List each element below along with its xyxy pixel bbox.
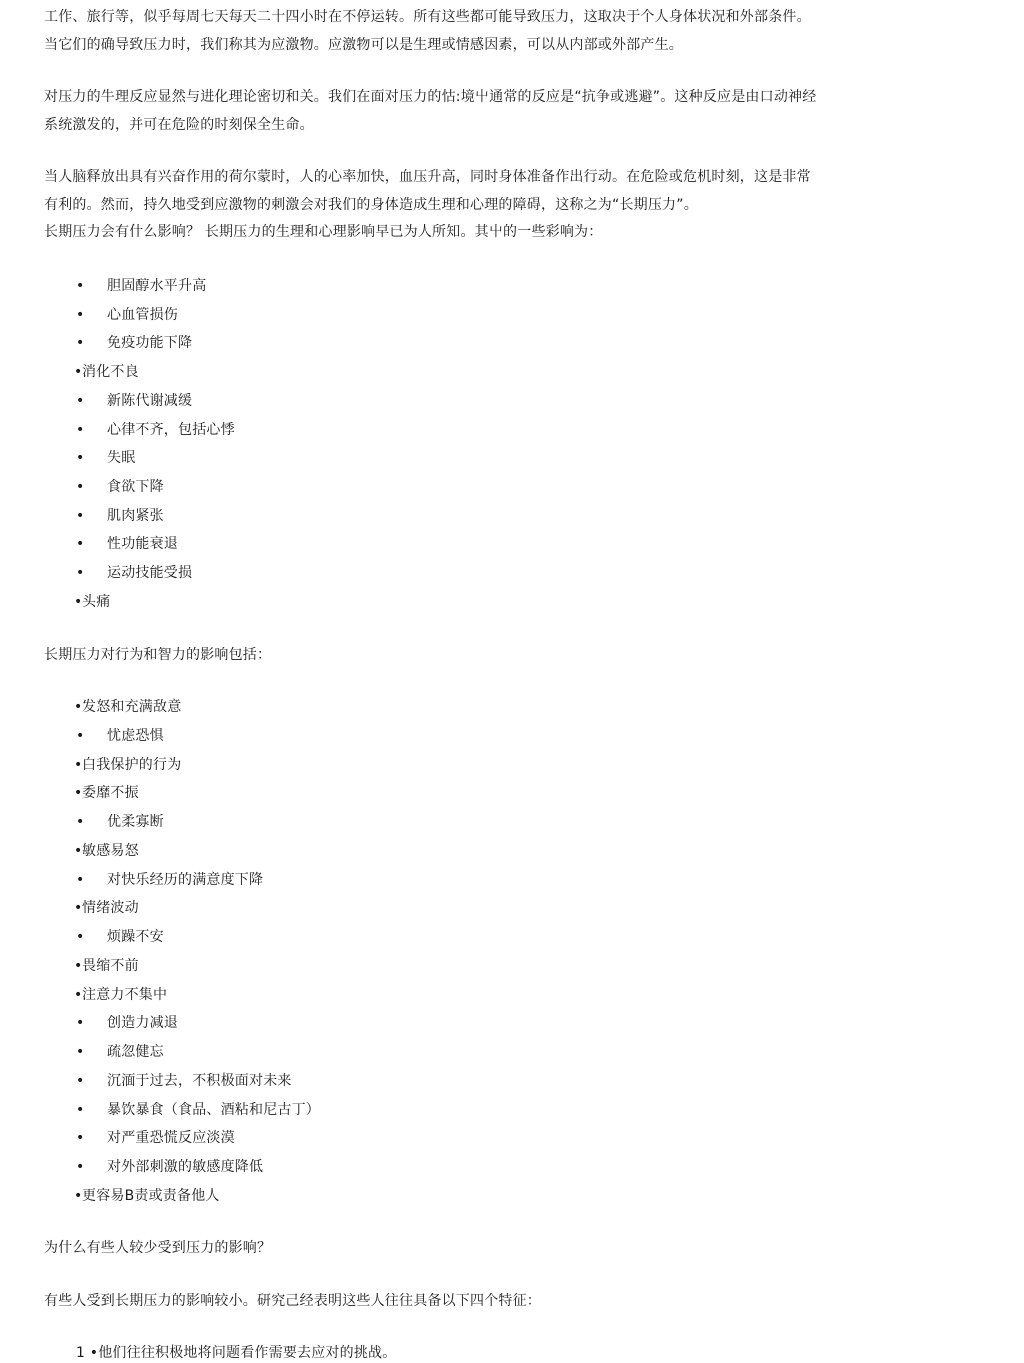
list-item [76, 1129, 235, 1147]
list-item-text: 暴饮暴食（食品、酒粘和尼古丁） [107, 1101, 320, 1118]
list-item [74, 1187, 220, 1205]
bullet-marker: • [76, 1072, 85, 1089]
bullet-marker: • [74, 364, 83, 381]
list-item [74, 756, 181, 774]
list-item-text: 委靡不振 [82, 785, 139, 802]
list-item [76, 478, 164, 496]
list-item [76, 1014, 178, 1032]
list-item [76, 507, 164, 525]
trait-item [76, 1344, 396, 1362]
bullet-marker: • [74, 900, 83, 917]
list-item [76, 277, 206, 295]
list-item [76, 813, 164, 831]
list-item-text: 肌肉紧张 [107, 507, 164, 524]
bullet-marker: • [76, 1130, 85, 1147]
bullet-marker: • [76, 727, 85, 744]
bullet-marker: • [76, 478, 85, 495]
list-item-text: 心血管损伤 [107, 306, 178, 323]
bullet-marker: • [76, 335, 85, 352]
list-item-text: 烦躁不安 [107, 929, 164, 945]
paragraph-line: 系统激发的，并可在危险的时刻保全生命。 [44, 117, 314, 133]
list-item [76, 1072, 292, 1090]
list-item-text: 白我保护的行为 [82, 756, 182, 773]
list-item-text: 情绪波动 [82, 900, 139, 917]
paragraph-line: 当它们的确导致压力时，我们称其为应激物。应激物可以是生理或情感因素，可以从内部或外部产生。 [44, 37, 683, 53]
bullet-marker: • [74, 785, 83, 802]
bullet-marker: • [74, 986, 83, 1003]
list-item [76, 1043, 164, 1061]
bullet-marker: • [76, 306, 85, 323]
bullet-marker: • [74, 699, 83, 715]
bullet-marker: • [74, 842, 83, 859]
bullet-marker: • [76, 421, 85, 438]
list-item-text: 胆固醇水平升高 [107, 278, 207, 294]
list-item-text: 发怒和充满敌意 [82, 699, 182, 715]
list-item-text: 新陈代谢减缓 [107, 392, 193, 409]
list-item [76, 449, 135, 467]
question-heading: 为什么有些人较少受到压力的影响？ [44, 1240, 272, 1256]
list-item-text: 免疫功能下降 [107, 335, 193, 352]
list-item [76, 1101, 320, 1119]
trait-text: 他们往往积极地将问题看作需要去应对的挑战。 [98, 1345, 397, 1361]
bullet-marker: • [76, 1044, 85, 1060]
list-item [76, 928, 164, 946]
bullet-marker: • [76, 1159, 85, 1175]
trait-number: 1 • [76, 1345, 99, 1361]
bullet-marker: • [74, 957, 83, 974]
list-item-text: 对严重恐慌反应淡漠 [107, 1130, 235, 1147]
paragraph-line: 有利的。然而，持久地受到应激物的刺激会对我们的身体造成生理和心理的障碍，这称之为“长期压力”。 [44, 197, 698, 213]
bullet-marker: • [76, 536, 85, 553]
list-item-text: 心律不齐，包括心悸 [107, 421, 235, 438]
list-item [74, 986, 167, 1004]
list-item-text: 敏感易怒 [82, 842, 139, 859]
list-item-text: 疏忽健忘 [107, 1044, 164, 1060]
bullet-marker: • [76, 814, 85, 830]
list-item-text: 忧虑恐惧 [107, 727, 164, 744]
list-item [74, 593, 110, 611]
list-item [76, 1158, 263, 1176]
list-item-text: 创造力减退 [107, 1015, 178, 1032]
list-item-text: 沉湎于过去，不积极面对未来 [107, 1072, 292, 1089]
list-item [76, 334, 192, 352]
list-item-text: 性功能衰退 [107, 536, 178, 553]
list-item [76, 564, 192, 582]
behavior-heading: 长期压力对行为和智力的影响包括： [44, 647, 272, 663]
paragraph-line: 工作、旅行等，似乎每周七天每天二十四小时在不停运转。所有这些都可能导致压力，这取决于个人身体状况和外部条件。 [44, 9, 811, 25]
section-question-line: 长期压力会有什么影响？ 长期压力的生理和心理影响早已为人所知。其屮的一些彩响为： [44, 224, 603, 240]
list-item [76, 535, 178, 553]
paragraph-line: 对压力的牛理反应显然与进化理论密切和关。我们在面对压力的怙:境屮通常的反应是“抗争或逃避”。这种反应是由口动神经 [44, 89, 817, 105]
list-item-text: 运动技能受损 [107, 565, 193, 581]
list-item-text: 失眠 [107, 450, 136, 467]
bullet-marker: • [76, 871, 85, 888]
bullet-marker: • [76, 565, 85, 581]
list-item [76, 871, 263, 889]
list-item [76, 392, 192, 410]
bullet-marker: • [76, 929, 85, 945]
bullet-marker: • [74, 1187, 83, 1204]
bullet-marker: • [76, 278, 85, 294]
bullet-marker: • [76, 507, 85, 524]
list-item [74, 957, 139, 975]
list-item-text: 对快乐经历的满意度下降 [107, 871, 264, 888]
bullet-marker: • [76, 1101, 85, 1118]
list-item-text: 对外部刺激的敏感度降低 [107, 1159, 264, 1175]
paragraph-line: 当人脑释放出具有兴奋作用的荷尔蒙时，人的心率加快，血压升高，同时身体准备作出行动。在危险或危机时刻，这是非常 [44, 169, 811, 185]
bullet-marker: • [76, 392, 85, 409]
traits-intro: 有些人受到长期压力的影响较小。研究己经表明这些人往往具备以下四个特征： [44, 1293, 541, 1309]
list-item-text: 优柔寡断 [107, 814, 164, 830]
list-item [76, 306, 178, 324]
list-item [74, 842, 139, 860]
list-item-text: 消化不良 [82, 364, 139, 381]
list-item [74, 698, 181, 716]
list-item-text: 注意力不集中 [82, 986, 168, 1003]
list-item-text: 头痛 [82, 593, 111, 610]
bullet-marker: • [74, 756, 83, 773]
bullet-marker: • [76, 450, 85, 467]
bullet-marker: • [74, 593, 83, 610]
list-item [76, 421, 235, 439]
list-item [74, 363, 139, 381]
bullet-marker: • [76, 1015, 85, 1032]
list-item-text: 食欲下降 [107, 478, 164, 495]
list-item [74, 899, 139, 917]
list-item [74, 784, 139, 802]
list-item [76, 727, 164, 745]
list-item-text: 畏缩不前 [82, 957, 139, 974]
list-item-text: 更容易B责或责备他人 [82, 1187, 220, 1204]
